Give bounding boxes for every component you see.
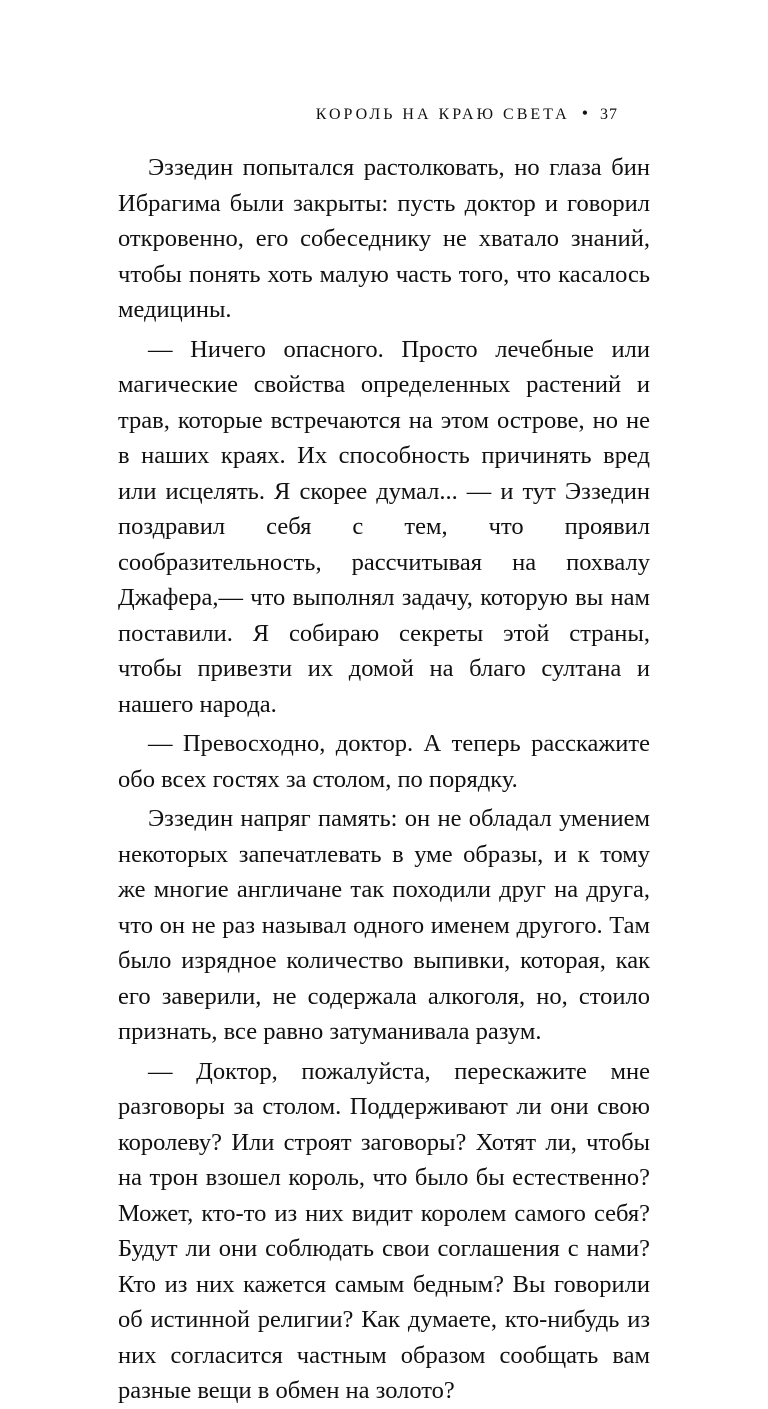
body-text bbox=[118, 150, 650, 1409]
paragraph-1: Эззедин попытался растолковать, но глаза бин Ибрагима были закрыты: пусть доктор и говорил откровенно, его собеседнику не хватало знаний, чтобы понять хоть малую часть того, что касалось медицины. bbox=[118, 154, 650, 323]
paragraph-5: — Доктор, пожалуйста, перескажите мне разговоры за столом. Поддерживают ли они свою королеву? Или строят заговоры? Хотят ли, чтобы на трон взошел король, что было бы естественно? Может, кто-то из них видит королем самого себя? Будут ли они соблюдать свои соглашения с нами? Кто из них кажется самым бедным? Вы говорили об истинной религии? Как думаете, кто-нибудь из них согласится частным образом сообщать вам разные вещи в обмен на золото? bbox=[118, 1057, 650, 1404]
running-title: КОРОЛЬ НА КРАЮ СВЕТА bbox=[315, 106, 570, 123]
page-number: 37 bbox=[600, 106, 618, 123]
paragraph-3: — Превосходно, доктор. А теперь расскажите обо всех гостях за столом, по порядку. bbox=[118, 730, 650, 793]
paragraph-4: Эззедин напряг память: он не обладал умением некоторых запечатлевать в уме образы, и к тому же многие англичане так походили друг на друга, что он не раз называл одного именем другого. Там было изрядное количество выпивки, которая, как его заверили, не содержала алкоголя, но, стоило признать, все равно затуманивала разум. bbox=[118, 805, 650, 1045]
running-header bbox=[316, 103, 618, 124]
paragraph-2: — Ничего опасного. Просто лечебные или магические свойства определенных растений и трав, которые встречаются на этом острове, но не в наших краях. Их способность причинять вред или исцелять. Я скорее думал... — и тут Эззедин поздравил себя с тем, что проявил сообразительность, рассчитывая на похвалу Джафера,— что выполнял задачу, которую вы нам поставили. Я собираю секреты этой страны, чтобы привезти их домой на благо султана и нашего народа. bbox=[118, 335, 650, 718]
header-separator: • bbox=[581, 103, 588, 123]
